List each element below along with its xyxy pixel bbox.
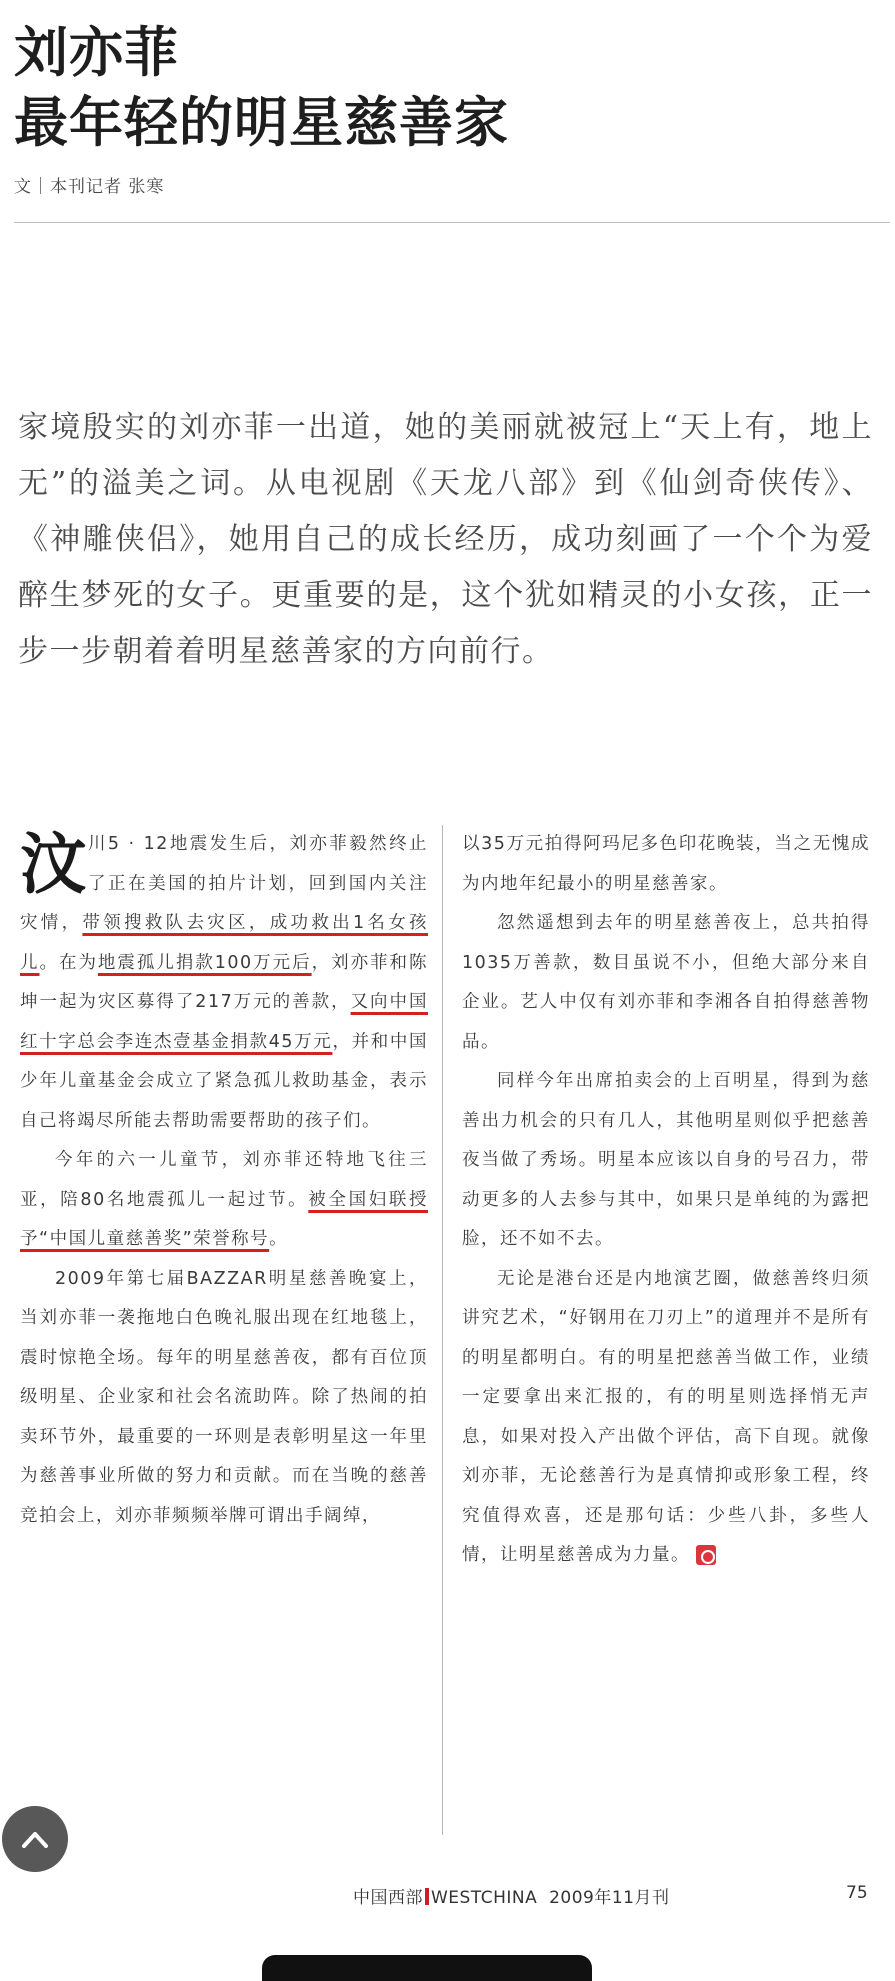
article-header	[14, 18, 874, 197]
magazine-name-cn: 中国西部	[353, 1888, 423, 1908]
body-column-left	[20, 825, 428, 1536]
footer-magazine	[353, 1883, 669, 1908]
drop-cap: 汶	[20, 825, 88, 903]
lead-paragraph: 家境殷实的刘亦菲一出道，她的美丽就被冠上“天上有，地上无”的溢美之词。从电视剧《天龙八部》到《仙剑奇侠传》、《神雕侠侣》，她用自己的成长经历，成功刻画了一个个为爱醉生梦死的女子。更重要的是，这个犹如精灵的小女孩，正一步一步朝着着明星慈善家的方向前行。	[18, 410, 873, 669]
body-paragraph: 2009年第七届BAZZAR明星慈善晚宴上，当刘亦菲一袭拖地白色晚礼服出现在红地毯上，震时惊艳全场。每年的明星慈善夜，都有百位顶级明星、企业家和社会名流助阵。除了热闹的拍卖环节外，最重要的一环则是表彰明星这一年里为慈善事业所做的努力和贡献。而在当晚的慈善竞拍会上，刘亦菲频频举牌可谓出手阔绰，	[20, 1268, 428, 1526]
body-column-right	[462, 825, 870, 1576]
page-number: 75	[846, 1883, 868, 1903]
footer-separator	[425, 1888, 429, 1905]
text-run: 无论是港台还是内地演艺圈，做慈善终归须讲究艺术，“好钢用在刀刃上”的道理并不是所有的明星都明白。有的明星把慈善当做工作，业绩一定要拿出来汇报的，有的明星则选择悄无声息，如果对投入产出做个评估，高下自现。就像刘亦菲，无论慈善行为是真情抑或形象工程，终究值得欢喜，还是那句话：少些八卦，多些人情，让明星慈善成为力量。	[462, 1268, 870, 1565]
home-indicator[interactable]	[262, 1955, 592, 1981]
article-body	[0, 825, 895, 1845]
highlighted-text: 被全国妇联授予“中国儿童慈善奖”荣誉称号	[20, 1189, 428, 1249]
issue-date: 2009年11月刊	[549, 1888, 670, 1908]
end-mark-icon	[696, 1545, 716, 1565]
article-title-line-1: 刘亦菲	[14, 21, 179, 84]
body-paragraph: 以35万元拍得阿玛尼多色印花晚装，当之无愧成为内地年纪最小的明星慈善家。	[462, 834, 870, 894]
page-footer	[0, 1883, 895, 1913]
highlighted-text: 又向中国红十字总会李连杰壹基金捐款45万元	[20, 992, 428, 1052]
text-run: ，刘亦菲和陈坤一起为灾区募得了217万元的善款，	[20, 952, 429, 1012]
body-paragraph	[20, 825, 428, 1141]
article-title-line-2: 最年轻的明星慈善家	[14, 91, 509, 154]
body-paragraph: 同样今年出席拍卖会的上百明星，得到为慈善出力机会的只有几人，其他明星则似乎把慈善夜当做了秀场。明星本应该以自身的号召力，带动更多的人去参与其中，如果只是单纯的为露把脸，还不如不去。	[462, 1071, 870, 1249]
chevron-up-icon	[20, 1826, 50, 1852]
body-paragraph	[462, 1260, 870, 1576]
highlighted-text: 带领搜救队去灾区，成功救出1名女孩儿	[20, 913, 429, 973]
text-run: 。	[269, 1229, 289, 1249]
body-paragraph	[20, 1141, 428, 1260]
text-run: 川5 · 12地震发生后，刘亦菲毅然终止了正在美国的拍片计划，回到国内关注灾情，	[20, 834, 428, 933]
article-byline: 文｜本刊记者 张寒	[14, 177, 165, 197]
text-run: ，并和中国少年儿童基金会成立了紧急孤儿救助基金，表示自己将竭尽所能去帮助需要帮助的孩子们。	[20, 1031, 428, 1131]
header-divider	[14, 222, 890, 223]
scroll-to-top-button[interactable]	[2, 1806, 68, 1872]
text-run: 今年的六一儿童节，刘亦菲还特地飞往三亚，陪80名地震孤儿一起过节。	[20, 1150, 428, 1210]
column-divider	[442, 825, 443, 1835]
text-run: 。在为	[39, 952, 98, 973]
highlighted-text: 地震孤儿捐款100万元后	[97, 952, 312, 973]
body-paragraph: 忽然遥想到去年的明星慈善夜上，总共拍得1035万善款，数目虽说不小，但绝大部分来自企业。艺人中仅有刘亦菲和李湘各自拍得慈善物品。	[462, 913, 870, 1052]
magazine-name-en: WESTCHINA	[431, 1888, 538, 1908]
